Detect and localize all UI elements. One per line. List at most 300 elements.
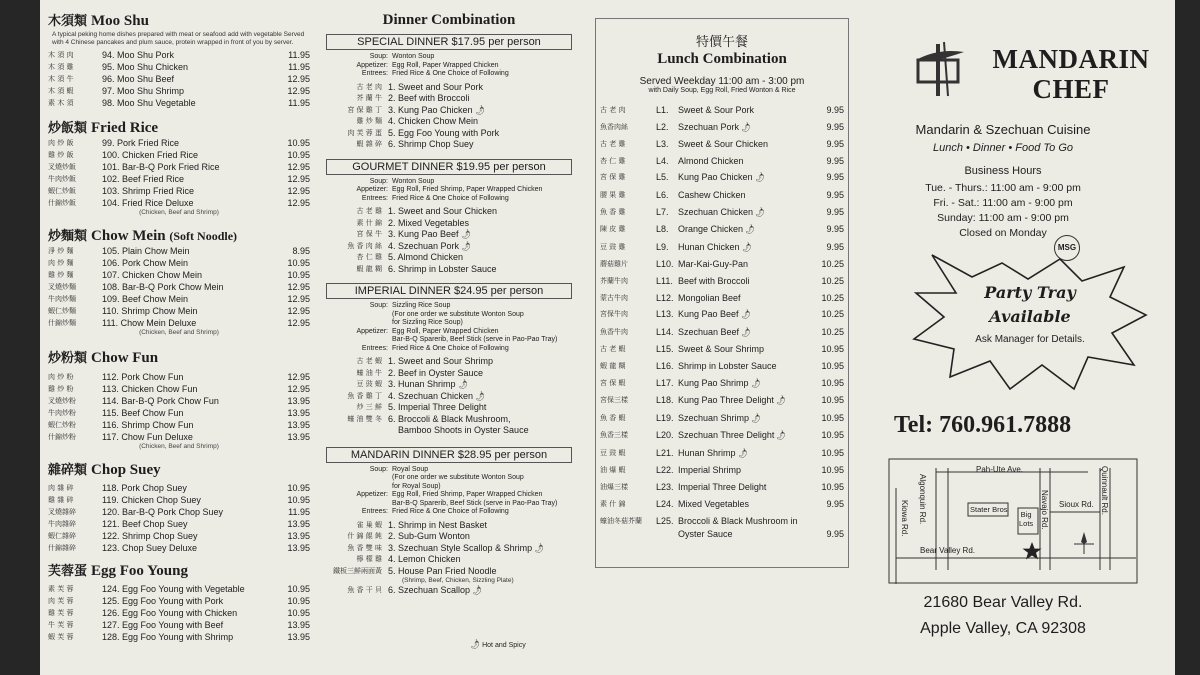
lunch-item-name — [678, 392, 804, 410]
lunch-item-name — [678, 479, 804, 496]
lunch-served-hours: Served Weekday 11:00 am - 3:00 pm — [639, 76, 805, 87]
lunch-item-code: L19. — [656, 412, 674, 423]
menu-item — [48, 530, 310, 542]
menu-item — [48, 542, 310, 554]
lunch-item-zh: 蝦 龍 糊 — [600, 361, 626, 370]
lunch-item-price: 10.95 — [821, 482, 844, 493]
dinner-item-label: 2. Mixed Vegetables — [388, 217, 470, 228]
dinner-item-zh: 蠔 油 牛 — [356, 368, 382, 377]
dinner-detail-value: (For one order we substitute Wonton Soup — [392, 310, 524, 318]
chow-mein-heading-zh: 炒麵類 — [48, 229, 88, 244]
dinner-item-name — [388, 379, 580, 391]
dinner-item-zh: 檸 檬 雞 — [356, 555, 382, 563]
compass-icon — [1074, 532, 1094, 554]
menu-item-name: 115. Beef Chow Fun — [102, 408, 184, 418]
chow-mein-subtitle: (Soft Noodle) — [169, 229, 238, 243]
pepper-icon: 🌶︎ — [774, 429, 788, 442]
lunch-item-zh: 蘑菇雞片 — [600, 260, 628, 269]
dinner-detail-value: Royal Soup — [392, 465, 429, 473]
mandarin-item-6 — [318, 585, 580, 597]
chow-mein-heading — [48, 225, 310, 245]
dinner-item — [318, 139, 580, 151]
dinner-item — [318, 543, 580, 555]
moo-shu-heading — [48, 10, 310, 30]
lunch-item-l25-line2: Oyster Sauce — [678, 529, 733, 540]
dinner-item-name — [388, 391, 580, 403]
lunch-item-name — [678, 462, 804, 479]
dinner-item-name — [388, 105, 580, 117]
lunch-item-zh: 宮保牛肉 — [600, 310, 628, 319]
lunch-item — [596, 273, 848, 290]
dinner-item-zh: 肉 芙 蓉 蛋 — [347, 128, 382, 137]
lunch-item-name — [678, 239, 804, 257]
dinner-detail-value: Bar-B-Q Sparerib, Beef Stick (serve in Pao-Pao Tray) — [392, 499, 558, 507]
dinner-detail-label — [318, 474, 392, 483]
lunch-item-code: L9. — [656, 241, 669, 252]
dinner-item-label: 5. Almond Chicken — [388, 252, 464, 262]
dinner-detail-row — [318, 500, 580, 509]
special-dinner-list — [318, 82, 580, 151]
hot-spicy-legend — [468, 640, 526, 649]
chop-suey-heading-zh: 雜碎類 — [48, 463, 88, 478]
lunch-item — [596, 187, 848, 204]
lunch-item-l25 — [596, 515, 848, 541]
dinner-detail-row — [318, 466, 580, 475]
dinner-item-label: 5. House Pan Fried Noodle — [388, 565, 497, 576]
dinner-item-label: 5. Imperial Three Delight — [388, 402, 487, 412]
imperial-item-6-continued — [318, 425, 580, 437]
menu-item-price: 13.95 — [287, 620, 310, 630]
dinner-item-zh: 炒 三 鮮 — [356, 403, 382, 411]
menu-item — [48, 245, 310, 257]
lunch-box — [595, 18, 849, 568]
menu-item-zh: 肉 芙 蓉 — [48, 597, 74, 605]
dinner-item-zh: 蝦 龍 糊 — [356, 264, 382, 273]
dinner-item-label: 2. Beef with Broccoli — [388, 93, 470, 103]
menu-item-zh: 蝦仁炒粉 — [48, 421, 76, 429]
menu-item-name: 102. Beef Fried Rice — [102, 174, 185, 184]
map-label-big: Big — [1020, 510, 1032, 519]
menu-item-price: 12.95 — [287, 306, 310, 316]
mandarin-dinner-list — [318, 520, 580, 578]
menu-item-price: 13.95 — [287, 531, 310, 541]
dinner-detail-row — [318, 186, 580, 195]
lunch-item-label: Imperial Shrimp — [678, 465, 742, 476]
lunch-item-code: L22. — [656, 465, 674, 476]
dinner-item-zh: 魚 香 雞 丁 — [347, 391, 382, 400]
menu-item-name: 126. Egg Foo Young with Chicken — [102, 608, 238, 618]
pepper-icon: 🌶︎ — [753, 171, 766, 184]
lunch-item — [596, 306, 848, 324]
dinner-item — [318, 356, 580, 368]
pepper-icon: 🌶︎ — [456, 378, 469, 391]
menu-item-zh: 淨 炒 麵 — [48, 247, 74, 255]
fried-rice-list — [48, 137, 310, 209]
lunch-item-name — [678, 204, 804, 222]
column-restaurant-info — [858, 0, 1163, 675]
lunch-item-label: Almond Chicken — [678, 155, 744, 166]
lunch-item-label: Mar-Kai-Guy-Pan — [678, 259, 749, 270]
lunch-item — [596, 221, 848, 239]
menu-item — [48, 595, 310, 607]
chow-fun-list — [48, 371, 310, 443]
lunch-item-label: Mixed Vegetables — [678, 498, 750, 509]
menu-item-price: 12.95 — [287, 74, 310, 84]
map-label-sioux: Sioux Rd. — [1059, 500, 1094, 509]
address-city[interactable]: Apple Valley, CA 92308 — [920, 620, 1086, 637]
lunch-item-code: L10. — [656, 259, 674, 270]
lunch-item — [596, 410, 848, 428]
map-label-stater: Stater Bros — [970, 505, 1008, 514]
lunch-item-code: L11. — [656, 275, 673, 286]
menu-item-name: 95. Moo Shu Chicken — [102, 62, 189, 72]
menu-item-price: 12.95 — [287, 174, 310, 184]
menu-item-zh: 肉 炒 粉 — [48, 373, 74, 381]
dinner-item-zh: 古 老 雞 — [356, 207, 382, 215]
phone-number[interactable]: Tel: 760.961.7888 — [894, 412, 1072, 438]
dinner-item-name — [388, 218, 580, 230]
lunch-item-name — [678, 119, 804, 137]
menu-item-zh: 木 須 肉 — [48, 51, 74, 59]
dinner-detail-label — [318, 311, 392, 320]
menu-item-price: 10.95 — [287, 584, 310, 594]
lunch-item — [596, 102, 848, 119]
menu-item-zh: 素 芙 蓉 — [48, 585, 74, 593]
dinner-item — [318, 566, 580, 578]
menu-item — [48, 431, 310, 443]
menu-item-zh: 木 須 牛 — [48, 75, 74, 83]
lunch-item — [596, 358, 848, 375]
lunch-item-label: Hunan Shrimp — [678, 447, 736, 458]
chow-mein-note: (Chicken, Beef and Shrimp) — [139, 329, 219, 336]
menu-item-zh: 肉 炒 麵 — [48, 259, 74, 267]
lunch-item-code: L14. — [656, 326, 674, 337]
dinner-item-label: 2. Beef in Oyster Sauce — [388, 367, 484, 378]
dinner-item-name — [388, 566, 580, 578]
lunch-item-price: 9.95 — [826, 498, 844, 509]
lunch-item-label: Sweet & Sour Chicken — [678, 139, 769, 150]
lunch-item-zh: 豆 豉 蝦 — [600, 448, 626, 457]
lunch-item — [596, 136, 848, 153]
menu-item-price: 11.95 — [288, 62, 310, 72]
mandarin-item-5-note: (Shrimp, Beef, Chicken, Sizzling Plate) — [402, 577, 514, 584]
dinner-item-label: 6. Shrimp Chop Suey — [388, 139, 474, 149]
lunch-item — [596, 375, 848, 393]
lunch-item-code: L6. — [656, 189, 669, 200]
special-dinner-box: SPECIAL DINNER $17.95 per person — [326, 34, 572, 50]
menu-item — [48, 197, 310, 209]
lunch-item-zh: 宮 保 蝦 — [600, 378, 626, 387]
dinner-detail-label: Soup: — [369, 302, 388, 309]
lunch-item-label: Sweet & Sour Shrimp — [678, 344, 765, 355]
lunch-item — [596, 496, 848, 513]
dinner-detail-value: Egg Roll, Paper Wrapped Chicken — [392, 327, 499, 335]
dinner-item-zh: 魚 香 雙 味 — [347, 543, 382, 552]
dinner-item-name — [388, 402, 580, 414]
menu-item-name: 106. Pork Chow Mein — [102, 258, 189, 268]
chop-suey-heading — [48, 459, 310, 479]
chow-mein-heading-en: Chow Mein — [91, 228, 166, 244]
menu-item-zh: 雞 芙 蓉 — [48, 609, 74, 617]
lunch-item — [596, 119, 848, 137]
menu-item — [48, 281, 310, 293]
menu-item — [48, 607, 310, 619]
menu-item-name: 118. Pork Chop Suey — [102, 483, 187, 493]
lunch-item-label: Kung Pao Chicken — [678, 172, 753, 183]
lunch-item-name — [678, 375, 804, 393]
hours-sunday: Sunday: 11:00 am - 9:00 pm — [937, 212, 1069, 224]
lunch-item-zh: 宮 保 雞 — [600, 173, 626, 182]
menu-item-zh: 牛肉雜碎 — [48, 520, 76, 528]
chow-fun-note: (Chicken, Beef and Shrimp) — [139, 443, 219, 450]
menu-item — [48, 149, 310, 161]
menu-item — [48, 97, 310, 109]
menu-item-name: 108. Bar-B-Q Pork Chow Mein — [102, 282, 224, 292]
pepper-icon: 🌶︎ — [743, 223, 757, 236]
menu-item-name: 101. Bar-B-Q Pork Fried Rice — [102, 162, 220, 172]
menu-item-price: 10.95 — [287, 270, 310, 280]
menu-item-zh: 什錦炒粉 — [48, 433, 76, 441]
dinner-detail-row — [318, 319, 580, 328]
dinner-item-name — [388, 93, 580, 105]
dinner-detail-row — [318, 195, 580, 204]
menu-item-name: 125. Egg Foo Young with Pork — [102, 596, 224, 606]
menu-item-price: 10.95 — [287, 495, 310, 505]
menu-item-price: 13.95 — [287, 408, 310, 418]
dinner-detail-row — [318, 508, 580, 517]
lunch-item-zh: 杏 仁 雞 — [600, 156, 626, 165]
dinner-item-name — [388, 252, 580, 264]
dinner-item-label: 1. Sweet and Sour Chicken — [388, 206, 498, 216]
lunch-item-label: Kung Pao Three Delight — [678, 395, 774, 406]
menu-item — [48, 383, 310, 395]
lunch-item-l25-name — [678, 515, 804, 541]
menu-item-zh: 牛肉炒飯 — [48, 175, 76, 183]
dinner-detail-row — [318, 474, 580, 483]
menu-item — [48, 161, 310, 173]
map-label-big-lots — [1019, 510, 1033, 528]
menu-item-name: 100. Chicken Fried Rice — [102, 150, 199, 160]
menu-item-zh: 木 須 雞 — [48, 63, 74, 71]
dinner-detail-label: Entrees: — [361, 508, 388, 515]
pepper-icon: 🌶︎ — [739, 121, 753, 134]
lunch-item-code: L24. — [656, 498, 674, 509]
cuisine-tagline: Mandarin & Szechuan Cuisine — [915, 122, 1091, 137]
dinner-item-zh: 雞 炒 麵 — [356, 117, 382, 125]
mandarin-item-6-zh: 魚 香 干 貝 — [347, 586, 382, 594]
special-dinner-details — [318, 53, 580, 79]
menu-paper — [40, 0, 1175, 675]
lunch-item-code: L1. — [656, 105, 669, 115]
pepper-icon: 🌶︎ — [774, 394, 788, 407]
lunch-item-price: 9.95 — [826, 105, 844, 115]
party-tray-note: Ask Manager for Details. — [975, 334, 1085, 345]
pepper-icon: 🌶︎ — [739, 326, 753, 339]
lunch-item-name — [678, 169, 804, 187]
dinner-detail-value: Wonton Soup — [392, 53, 435, 60]
lunch-item-name — [678, 153, 804, 170]
menu-item-price: 10.95 — [287, 258, 310, 268]
dinner-detail-label: Appetizer: — [356, 327, 388, 335]
lunch-item-label: Sweet & Sour Pork — [678, 105, 755, 115]
dinner-item — [318, 241, 580, 253]
menu-item-price: 13.95 — [287, 543, 310, 553]
map-label-kiowa: Kiowa Rd. — [900, 500, 909, 537]
dinner-detail-value: Fried Rice & One Choice of Following — [392, 344, 509, 352]
dinner-item-zh: 什 錦 餛 飩 — [347, 532, 382, 540]
party-tray-title: Party Tray — [984, 283, 1076, 302]
menu-item-price: 12.95 — [287, 162, 310, 172]
dinner-detail-value: Egg Roll, Fried Shrimp, Paper Wrapped Chicken — [392, 186, 543, 193]
lunch-item — [596, 204, 848, 222]
lunch-item-price: 10.25 — [821, 326, 844, 337]
dinner-detail-label: Appetizer: — [356, 491, 388, 498]
dinner-detail-row — [318, 70, 580, 79]
pepper-icon: 🌶︎ — [468, 638, 482, 651]
menu-item-name: 97. Moo Shu Shrimp — [102, 86, 185, 96]
chopsticks-logo-icon — [908, 38, 970, 98]
dinner-item-label: 3. Szechuan Style Scallop & Shrimp — [388, 542, 533, 553]
lunch-item-price: 10.25 — [821, 309, 844, 320]
lunch-item-price: 10.25 — [821, 292, 844, 303]
dinner-detail-value: Fried Rice & One Choice of Following — [392, 508, 509, 515]
chow-fun-heading-zh: 炒粉類 — [48, 351, 88, 366]
party-tray-available: Available — [989, 307, 1071, 326]
lunch-item-zh: 油 爆 蝦 — [600, 466, 626, 475]
lunch-item-code: L18. — [656, 395, 674, 406]
imperial-item-6-line2: Bamboo Shoots in Oyster Sauce — [398, 425, 529, 435]
services-tagline: Lunch • Dinner • Food To Go — [933, 142, 1073, 154]
lunch-item-price: 10.95 — [821, 395, 844, 406]
menu-item — [48, 269, 310, 281]
dinner-item — [318, 93, 580, 105]
lunch-item-name — [678, 496, 804, 513]
dinner-combination-title: Dinner Combination — [382, 12, 516, 28]
lunch-item-code: L20. — [656, 430, 674, 441]
dinner-detail-value: Fried Rice & One Choice of Following — [392, 70, 509, 77]
pepper-icon: 🌶︎ — [753, 206, 767, 219]
dinner-detail-value: for Sizzling Rice Soup) — [392, 319, 463, 326]
lunch-item-zh: 陳 皮 雞 — [600, 225, 626, 234]
menu-item-price: 12.95 — [287, 282, 310, 292]
menu-item — [48, 419, 310, 431]
dinner-detail-value: for Royal Soup) — [392, 482, 441, 490]
dinner-detail-label — [318, 500, 392, 509]
pepper-icon: 🌶︎ — [749, 412, 763, 425]
dinner-item-zh: 魚 香 肉 絲 — [347, 241, 382, 250]
lunch-item-name — [678, 273, 804, 290]
menu-item-name: 123. Chop Suey Deluxe — [102, 543, 198, 553]
menu-item-name: 119. Chicken Chop Suey — [102, 495, 201, 505]
dinner-detail-label — [318, 483, 392, 492]
lunch-item-price: 10.95 — [821, 447, 844, 458]
lunch-item-price: 9.95 — [826, 172, 844, 183]
menu-item-zh: 叉燒炒麵 — [48, 283, 76, 291]
menu-item — [48, 49, 310, 61]
menu-item-price: 10.95 — [287, 483, 310, 493]
lunch-item — [596, 462, 848, 479]
lunch-title: Lunch Combination — [657, 51, 787, 67]
column-a-la-carte — [48, 4, 310, 643]
lunch-item-price: 9.95 — [826, 121, 844, 132]
imperial-dinner-details — [318, 302, 580, 353]
pepper-icon: 🌶︎ — [473, 104, 486, 116]
lunch-item-zh: 油爆三樣 — [600, 483, 628, 492]
lunch-item-name — [678, 256, 804, 273]
dinner-item-name — [388, 116, 580, 128]
menu-item-name: 128. Egg Foo Young with Shrimp — [102, 632, 234, 642]
menu-item — [48, 257, 310, 269]
chop-suey-heading-en: Chop Suey — [91, 462, 161, 478]
menu-item — [48, 631, 310, 643]
menu-item — [48, 482, 310, 494]
lunch-item-zh: 魚香牛肉 — [600, 327, 628, 336]
map-label-pah-ute: Pah-Ute Ave. — [976, 465, 1023, 474]
dinner-item-zh: 蝦 雜 碎 — [356, 140, 382, 148]
lunch-item — [596, 169, 848, 187]
dinner-item-label: 3. Hunan Shrimp — [388, 379, 456, 389]
egg-foo-young-heading — [48, 560, 310, 580]
map-label-bear-valley: Bear Valley Rd. — [920, 546, 975, 555]
menu-item-price: 12.95 — [287, 86, 310, 96]
lunch-item-price: 9.95 — [826, 224, 844, 235]
lunch-item-price: 9.95 — [826, 189, 844, 200]
dinner-item-label: 4. Chicken Chow Mein — [388, 116, 479, 126]
moo-shu-heading-en: Moo Shu — [91, 13, 149, 29]
lunch-item — [596, 479, 848, 496]
lunch-item-name — [678, 136, 804, 153]
menu-item-zh: 牛 芙 蓉 — [48, 621, 74, 629]
dinner-detail-row — [318, 62, 580, 71]
lunch-item-price: 10.95 — [821, 360, 844, 371]
lunch-item — [596, 392, 848, 410]
lunch-item-zh: 宮保三樣 — [600, 396, 628, 405]
menu-item-zh: 雞 炒 粉 — [48, 385, 74, 393]
lunch-item-code: L16. — [656, 360, 674, 371]
lunch-item-label: Kung Pao Beef — [678, 309, 739, 320]
lunch-item — [596, 341, 848, 358]
menu-item-name: 110. Shrimp Chow Mein — [102, 306, 198, 316]
lunch-item-zh: 蒙古牛肉 — [600, 293, 628, 302]
lunch-item-zh: 魚 香 蝦 — [600, 413, 626, 422]
menu-item — [48, 371, 310, 383]
menu-item-name: 94. Moo Shu Pork — [102, 50, 175, 60]
lunch-item-price: 9.95 — [826, 206, 844, 217]
dinner-item-zh: 宮 保 牛 — [356, 230, 382, 238]
dinner-item-name — [388, 543, 580, 555]
menu-item-name: 109. Beef Chow Mein — [102, 294, 189, 304]
lunch-item-label: Szechuan Pork — [678, 121, 740, 132]
menu-item-name: 114. Bar-B-Q Pork Chow Fun — [102, 396, 219, 406]
map-label-lots: Lots — [1019, 519, 1034, 528]
moo-shu-heading-zh: 木須類 — [48, 14, 88, 29]
lunch-item-code: L23. — [656, 482, 674, 493]
lunch-item-label: Szechuan Beef — [678, 326, 740, 337]
menu-item-name: 117. Chow Fun Deluxe — [102, 432, 193, 442]
lunch-item-l25-line1: Broccoli & Black Mushroom in — [678, 516, 798, 527]
dinner-detail-row — [318, 336, 580, 345]
dinner-detail-value: Fried Rice & One Choice of Following — [392, 194, 509, 202]
menu-item-price: 12.95 — [287, 294, 310, 304]
address-street[interactable]: 21680 Bear Valley Rd. — [923, 594, 1083, 611]
lunch-item-name — [678, 358, 804, 375]
dinner-detail-row — [318, 53, 580, 62]
lunch-item-code: L5. — [656, 172, 669, 183]
menu-item-price: 12.95 — [287, 384, 310, 394]
lunch-item-name — [678, 221, 804, 239]
pepper-icon: 🌶︎ — [459, 228, 472, 241]
lunch-item-name — [678, 445, 804, 463]
